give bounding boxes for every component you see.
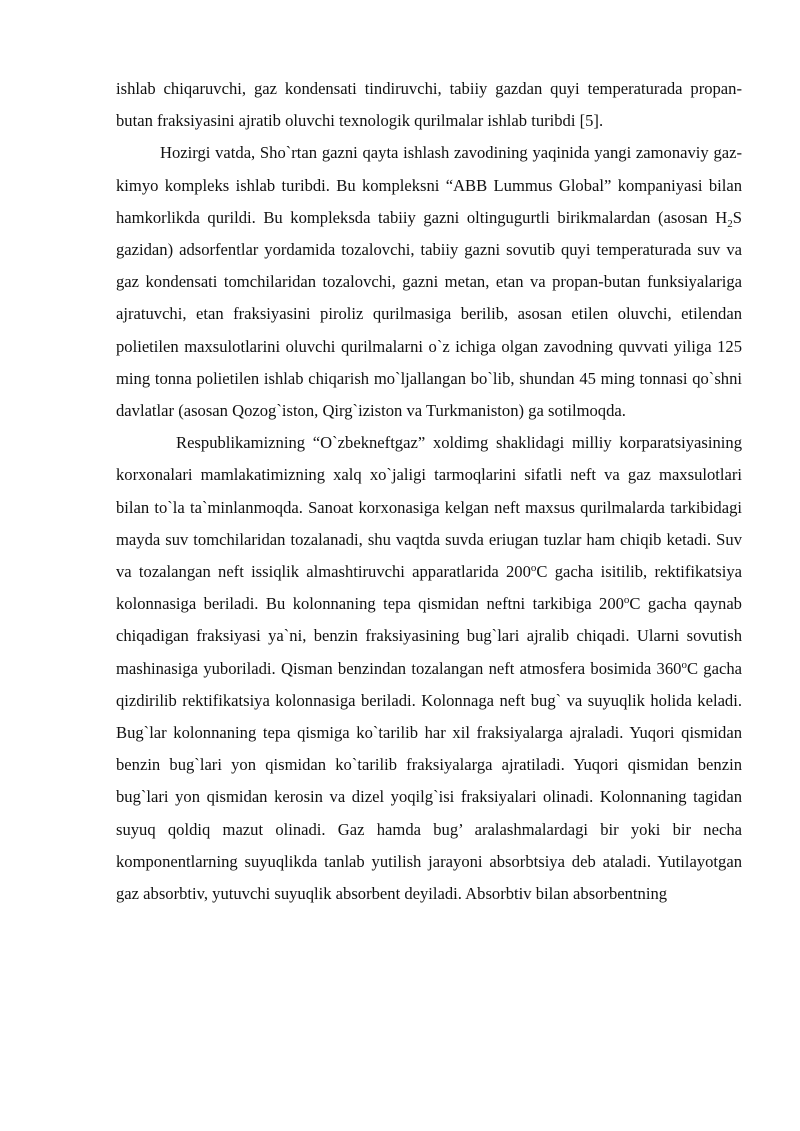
document-body	[116, 73, 742, 910]
degree-superscript-2: o	[623, 594, 630, 607]
paragraph-2	[116, 137, 742, 427]
paragraph-2-text-a: Hozirgi vatda, Sho`rtan gazni qayta ishlash zavodining yaqinida yangi zamonaviy gaz-kimyo kompleks ishlab turibdi. Bu kompleksni “ABB Lummus Global” kompaniyasi bilan hamkorlikda qurildi. Bu kompleksda tabiiy gazni oltingugurtli birikmalardan (asosan H	[116, 143, 742, 227]
paragraph-3-text-a: Respublikamizning “O`zbekneftgaz” xoldimg shaklidagi milliy korparatsiyasining korxonalari mamlakatimizning xalq xo`jaligi tarmoqlarini sifatli neft va gaz maxsulotlari bilan to`la ta`minlanmoqda. Sanoat korxonasiga kelgan neft maxsus qurilmalarda tarkibidagi mayda suv tomchilaridan tozalanadi, shu vaqtda suvda eriugan tuzlar ham chiqib ketadi. Suv va tozalangan neft issiqlik almashtiruvchi apparatlarida 200	[116, 433, 742, 582]
paragraph-2-text-b: S gazidan) adsorfentlar yordamida tozalovchi, tabiiy gazni sovutib quyi temperaturada suv va gaz kondensati tomchilaridan tozalovchi, gazni metan, etan va propan-butan funksiyalariga ajratuvchi, etan fraksiyasini piroliz qurilmasiga berilib, asosan etilen oluvchi, etilendan polietilen maxsulotlarini oluvchi qurilmalarni o`z ichiga olgan zavodning quvvati yiliga 125 ming tonna polietilen ishlab chiqarish mo`ljallangan bo`lib, shundan 45 ming tonnasi qo`shni davlatlar (asosan Qozog`iston, Qirg`iziston va Turkmaniston) ga sotilmoqda.	[116, 207, 742, 421]
paragraph-3-text-d: C gacha qizdirilib rektifikatsiya kolonnasiga beriladi. Kolonnaga neft bug` va suyuqlik holida keladi. Bug`lar kolonnaning tepa qismiga ko`tarilib har xil fraksiyalarga ajraladi. Yuqori qismidan benzin bug`lari yon qismidan ko`tarilib fraksiyalarga ajratiladi. Yuqori qismidan benzin bug`lari yon qismidan kerosin va dizel yoqilg`isi fraksiyalari olinadi. Kolonnaning tagidan suyuq qoldiq mazut olinadi. Gaz hamda bug’ aralashmalardagi bir yoki bir necha komponentlarning suyuqlikda tanlab yutilish jarayoni absorbtsiya deb ataladi. Yutilayotgan gaz absorbtiv, yutuvchi suyuqlik absorbent deyiladi. Absorbtiv bilan absorbentning	[116, 658, 742, 904]
paragraph-1-text: ishlab chiqaruvchi, gaz kondensati tindiruvchi, tabiiy gazdan quyi temperaturada propan-butan fraksiyasini ajratib oluvchi texnologik qurilmalar ishlab turibdi [5].	[116, 79, 742, 131]
subscript-2: 2	[727, 217, 733, 230]
paragraph-1	[116, 73, 742, 137]
degree-superscript-3: o	[681, 658, 687, 671]
paragraph-3-text-c: C gacha qaynab chiqadigan fraksiyasi ya`ni, benzin fraksiyasining bug`lari ajralib chiqadi. Ularni sovutish mashinasiga yuboriladi. Qisman benzindan tozalangan neft atmosfera bosimida 360	[116, 594, 742, 678]
paragraph-3	[116, 427, 742, 910]
degree-superscript-1: o	[530, 562, 537, 575]
paragraph-3-text-b: C gacha isitilib, rektifikatsiya kolonnasiga beriladi. Bu kolonnaning tepa qismidan neftni tarkibiga 200	[116, 562, 742, 614]
